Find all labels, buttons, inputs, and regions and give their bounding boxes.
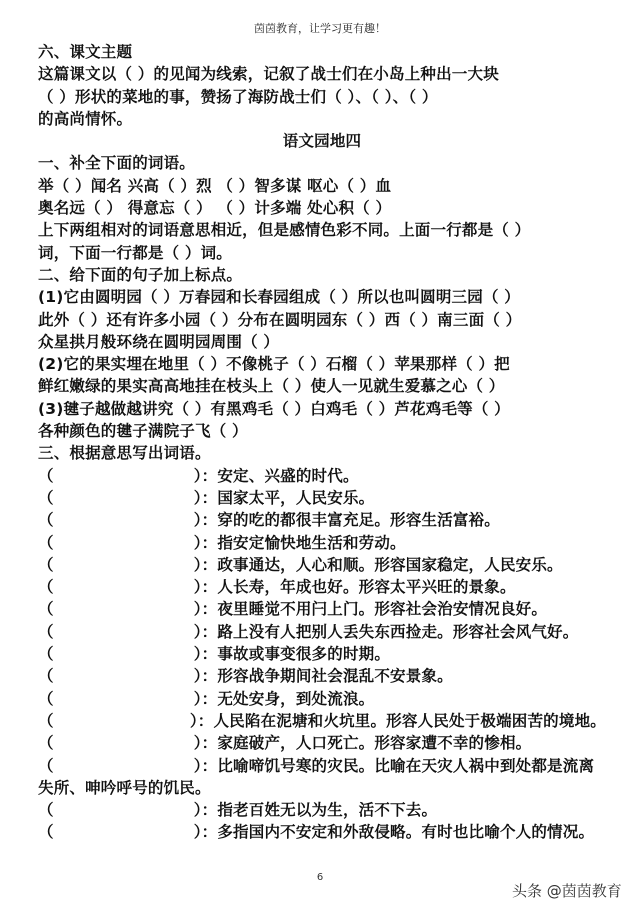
answer-bracket-open: （ (38, 533, 54, 552)
definition-item (38, 576, 606, 598)
answer-bracket-close: ）： (193, 734, 218, 753)
section-title: 二、给下面的句子加上标点。 (38, 265, 243, 284)
answer-bracket-open: （ (38, 600, 54, 619)
text-line: (1)它由圆明园（ ）万春园和长春园组成（ ）所以也叫圆明三园（ ） (38, 288, 520, 307)
definition-list (38, 799, 606, 844)
definition-item (38, 554, 606, 576)
answer-bracket-close: ）： (193, 488, 218, 507)
answer-bracket-open: （ (38, 555, 54, 574)
definition-text: 指老百姓无以为生，活不下去。 (217, 801, 438, 820)
answer-blank[interactable] (54, 554, 194, 576)
answer-bracket-open: （ (38, 823, 54, 842)
text-line: (3)毽子越做越讲究（ ）有黑鸡毛（ ）白鸡毛（ ）芦花鸡毛等（ ） (38, 399, 510, 418)
answer-bracket-close: ）： (193, 533, 218, 552)
answer-blank[interactable] (54, 665, 194, 687)
definition-item (38, 710, 606, 732)
answer-bracket-open: （ (38, 488, 54, 507)
answer-blank[interactable] (54, 688, 194, 710)
answer-blank[interactable] (54, 732, 194, 754)
answer-bracket-close: ）： (193, 689, 218, 708)
definition-item (38, 643, 606, 665)
text-line: 各种颜色的毽子满院子飞（ ） (38, 422, 248, 441)
section-title: 一、补全下面的词语。 (38, 154, 196, 173)
text-line: 举（ ）闻名 兴高（ ）烈 （ ）智多谋 呕心（ ）血 (38, 176, 392, 195)
definition-text: 穿的吃的都很丰富充足。形容生活富裕。 (217, 511, 500, 530)
answer-bracket-open: （ (38, 645, 54, 664)
text-line: (2)它的果实埋在地里（ ）不像桃子（ ）石榴（ ）苹果那样（ ）把 (38, 355, 510, 374)
answer-bracket-open: （ (38, 622, 54, 641)
text-line: （ ）形状的菜地的事，赞扬了海防战士们（ ）、（ ）、（ ） (38, 87, 438, 106)
definition-item (38, 799, 606, 821)
definition-text: 多指国内不安定和外敌侵略。有时也比喻个人的情况。 (217, 823, 595, 842)
answer-bracket-close: ）： (193, 823, 218, 842)
answer-bracket-close: ）： (193, 511, 218, 530)
answer-bracket-open: （ (38, 578, 54, 597)
definition-text: 比喻啼饥号寒的灾民。比喻在天灾人祸中到处都是流离 (217, 756, 595, 775)
answer-blank[interactable] (54, 710, 190, 732)
answer-bracket-close: ）： (193, 645, 218, 664)
section-title: 三、根据意思写出词语。 (38, 444, 211, 463)
answer-bracket-close: ）： (189, 711, 214, 730)
definition-text: 家庭破产，人口死亡。形容家遭不幸的惨相。 (217, 734, 532, 753)
answer-bracket-close: ）： (193, 622, 218, 641)
answer-bracket-close: ）： (193, 801, 218, 820)
answer-bracket-open: （ (38, 801, 54, 820)
text-line: 这篇课文以（ ）的见闻为线索，记叙了战士们在小岛上种出一大块 (38, 65, 499, 84)
definition-text: 夜里睡觉不用闩上门。形容社会治安情况良好。 (217, 600, 548, 619)
definition-item (38, 598, 606, 620)
definition-item (38, 688, 606, 710)
answer-bracket-close: ）： (193, 600, 218, 619)
definition-text: 形容战争期间社会混乱不安景象。 (217, 667, 453, 686)
definition-item (38, 465, 606, 487)
answer-bracket-close: ）： (193, 667, 218, 686)
answer-bracket-open: （ (38, 756, 54, 775)
text-line: 鲜红嫩绿的果实高高地挂在枝头上（ ）使人一见就生爱慕之心（ ） (38, 377, 505, 396)
definition-list (38, 465, 606, 777)
page-header: 茵茵教育，让学习更有趣！ (254, 22, 386, 35)
answer-blank[interactable] (54, 465, 194, 487)
definition-item (38, 665, 606, 687)
definition-item (38, 487, 606, 509)
answer-bracket-close: ）： (193, 555, 218, 574)
definition-text: 无处安身，到处流浪。 (217, 689, 375, 708)
section-title: 六、课文主题 (38, 43, 133, 61)
answer-bracket-open: （ (38, 667, 54, 686)
definition-text: 国家太平，人民安乐。 (217, 488, 375, 507)
definition-item (38, 732, 606, 754)
definition-text: 政事通达，人心和顺。形容国家稳定，人民安乐。 (217, 555, 563, 574)
answer-bracket-open: （ (38, 734, 54, 753)
answer-blank[interactable] (54, 509, 194, 531)
answer-blank[interactable] (54, 799, 194, 821)
answer-blank[interactable] (54, 487, 194, 509)
worksheet-content (38, 41, 606, 844)
answer-bracket-open: （ (38, 689, 54, 708)
definition-text: 事故或事变很多的时期。 (217, 645, 391, 664)
text-line: 此外（ ）还有许多小园（ ）分布在圆明园东（ ）西（ ）南三面（ ） (38, 310, 522, 329)
answer-bracket-open: （ (38, 711, 54, 730)
definition-item (38, 532, 606, 554)
answer-blank[interactable] (54, 598, 194, 620)
answer-blank[interactable] (54, 532, 194, 554)
answer-blank[interactable] (54, 643, 194, 665)
text-line: 失所、呻吟呼号的饥民。 (38, 778, 211, 797)
answer-bracket-open: （ (38, 466, 54, 485)
answer-bracket-close: ）： (193, 578, 218, 597)
definition-text: 路上没有人把别人丢失东西捡走。形容社会风气好。 (217, 622, 579, 641)
unit-title: 语文园地四 (282, 132, 362, 151)
answer-bracket-open: （ (38, 511, 54, 530)
answer-blank[interactable] (54, 621, 194, 643)
answer-blank[interactable] (54, 576, 194, 598)
definition-item (38, 509, 606, 531)
page-number: 6 (316, 872, 324, 883)
text-line: 奥名远（ ） 得意忘（ ） （ ）计多端 处心积（ ） (38, 199, 392, 218)
definition-text: 安定、兴盛的时代。 (217, 466, 359, 485)
answer-bracket-close: ）： (193, 466, 218, 485)
definition-item (38, 755, 606, 777)
text-line: 上下两组相对的词语意思相近，但是感情色彩不同。上面一行都是（ ） (38, 221, 531, 240)
answer-bracket-close: ）： (193, 756, 218, 775)
text-line: 众星拱月般环绕在圆明园周围（ ） (38, 332, 280, 351)
answer-blank[interactable] (54, 821, 194, 843)
definition-text: 人民陷在泥塘和火坑里。形容人民处于极端困苦的境地。 (213, 711, 606, 730)
watermark: 头条 @茵茵教育 (512, 882, 622, 900)
text-line: 的高尚情怀。 (38, 109, 133, 128)
definition-item (38, 821, 606, 843)
definition-text: 指安定愉快地生活和劳动。 (217, 533, 406, 552)
definition-item (38, 621, 606, 643)
answer-blank[interactable] (54, 755, 194, 777)
definition-text: 人长寿，年成也好。形容太平兴旺的景象。 (217, 578, 516, 597)
text-line: 词，下面一行都是（ ）词。 (38, 243, 232, 262)
